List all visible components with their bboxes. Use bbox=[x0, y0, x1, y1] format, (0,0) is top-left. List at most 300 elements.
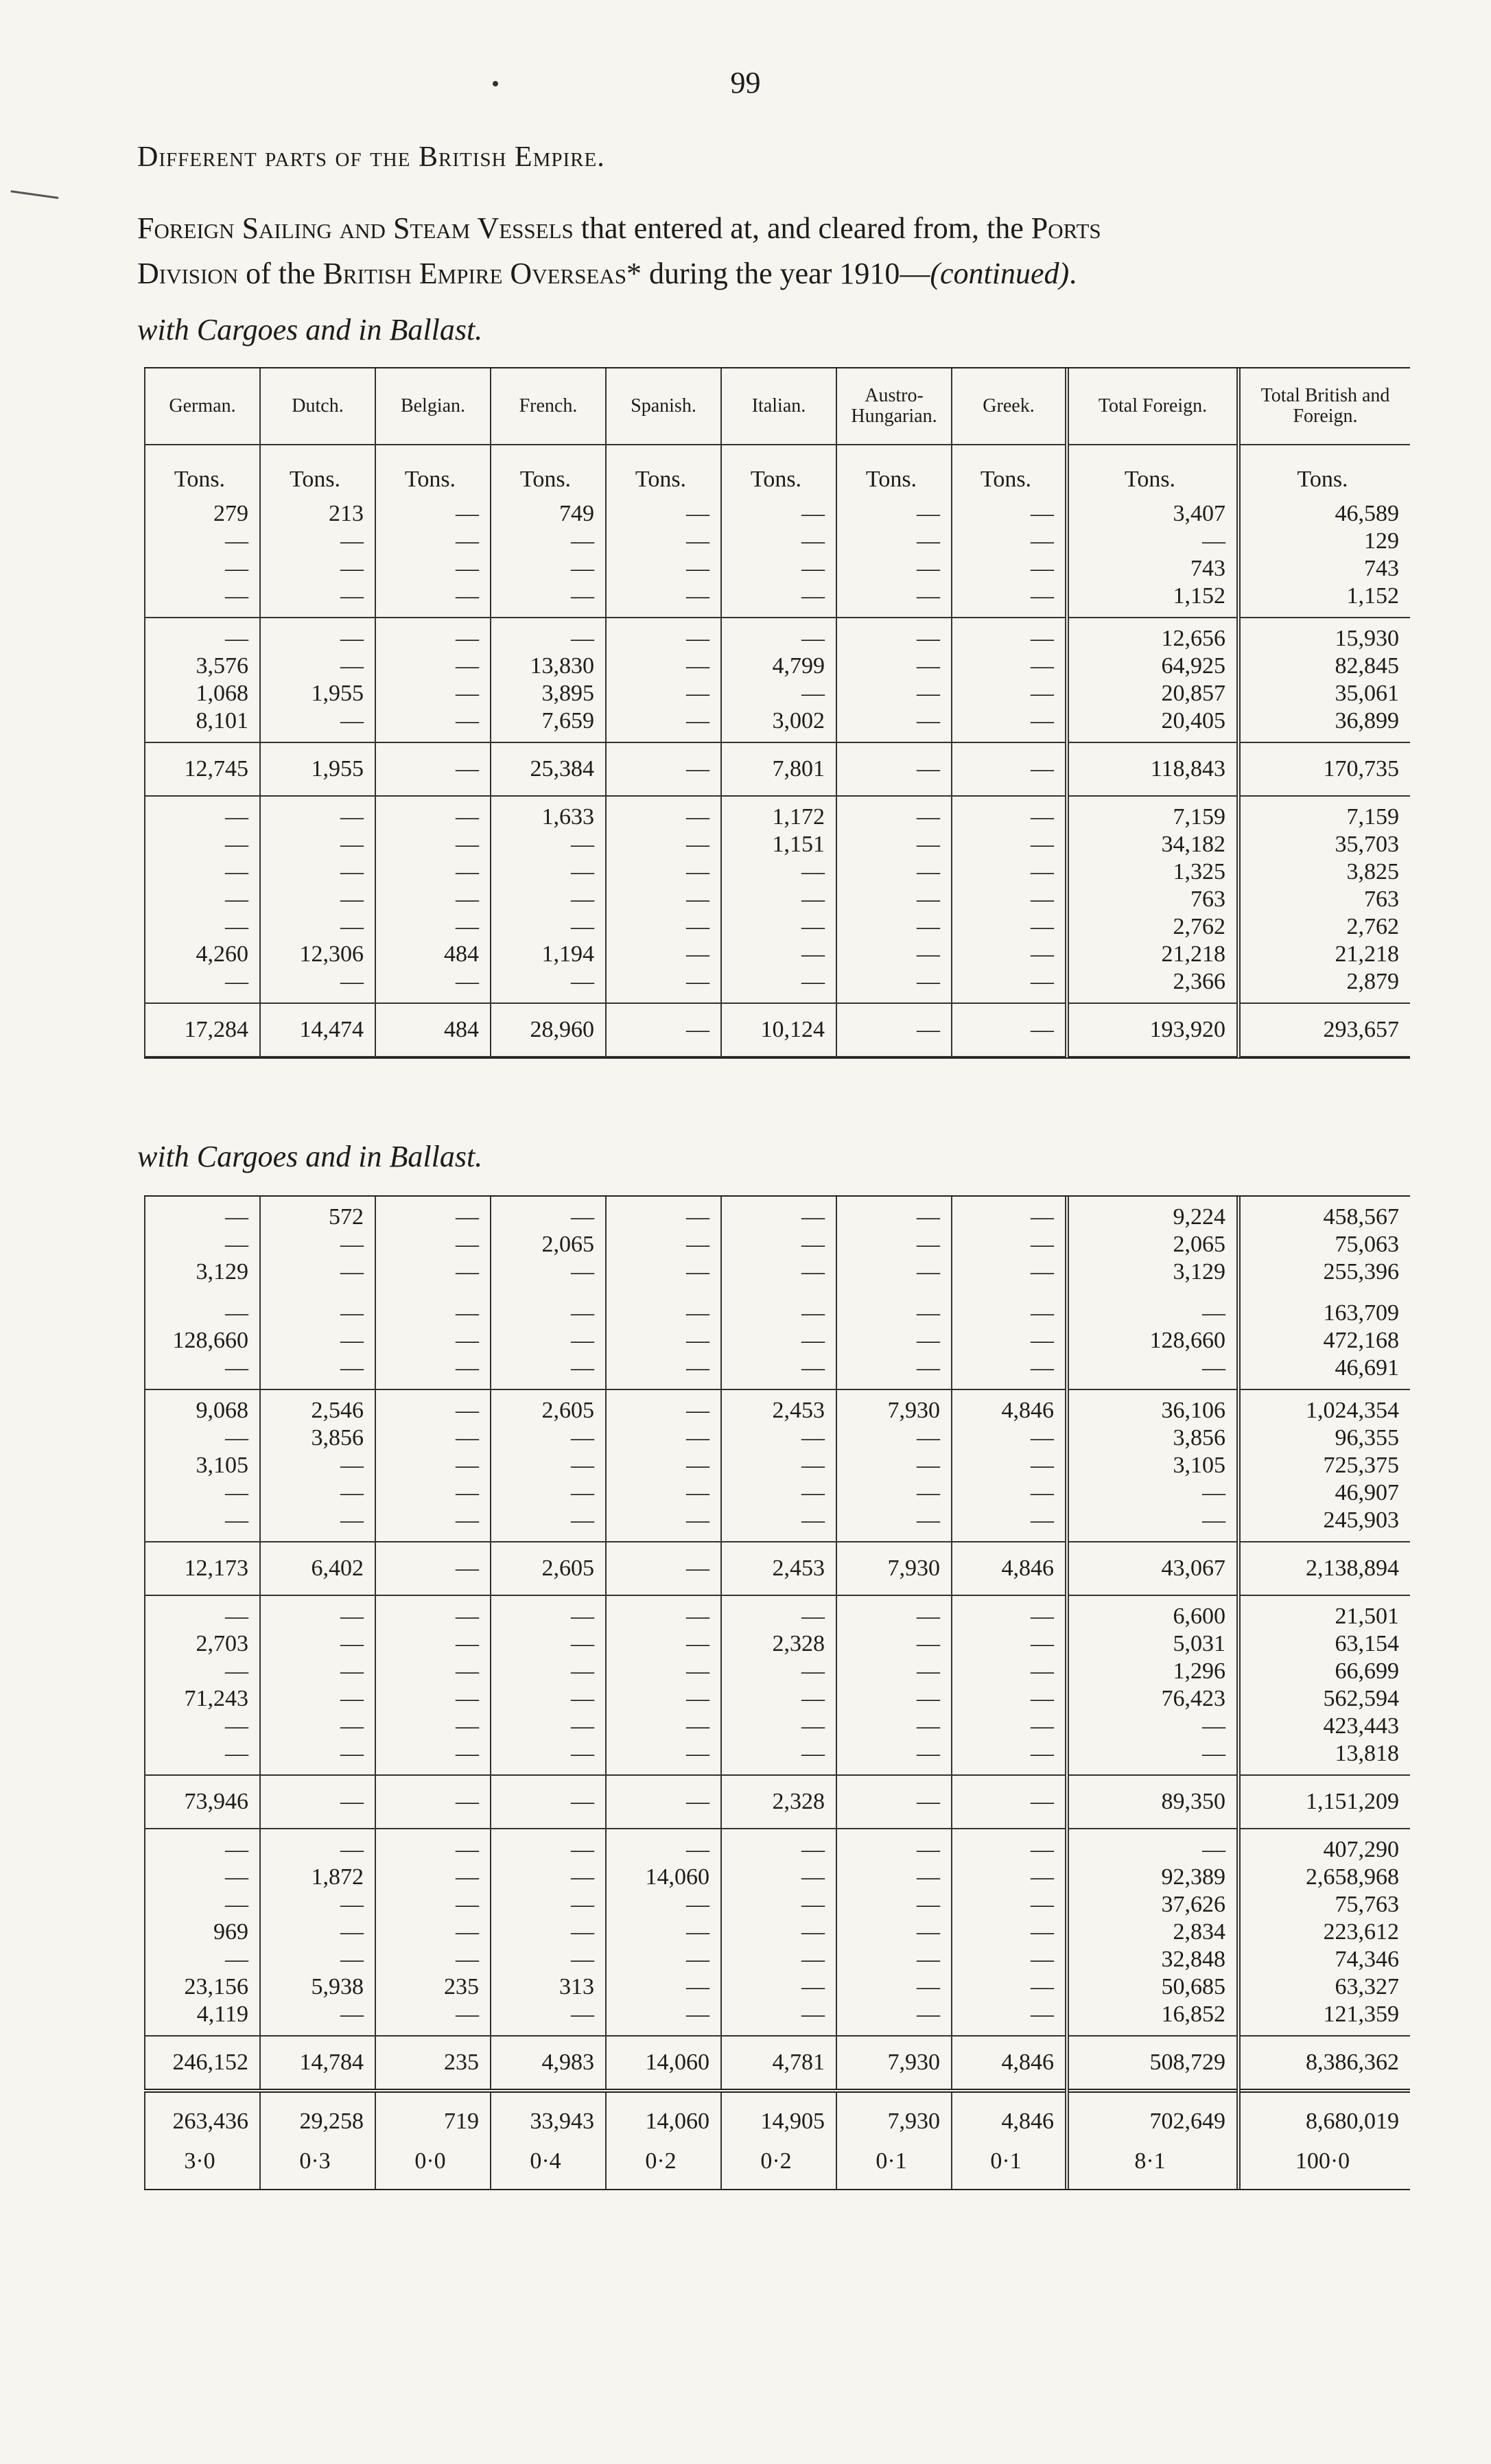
cell-value: 743 bbox=[1364, 556, 1399, 581]
table-cell bbox=[1067, 1595, 1238, 1775]
cell-value: — bbox=[1031, 681, 1054, 706]
cell-value: — bbox=[801, 887, 825, 912]
cell-value: — bbox=[917, 1658, 940, 1684]
table-cell bbox=[721, 1293, 836, 1389]
table-cell: 4,846 bbox=[952, 2091, 1067, 2148]
cell-value: — bbox=[1031, 1259, 1054, 1284]
table-cell bbox=[145, 1293, 260, 1389]
cell-value: 3,856 bbox=[1173, 1425, 1225, 1451]
cell-value: — bbox=[225, 804, 248, 830]
cell-value: — bbox=[917, 1741, 940, 1766]
cell-value: — bbox=[456, 859, 479, 884]
cell-value: — bbox=[225, 914, 248, 939]
cell-value: 3,129 bbox=[1173, 1259, 1225, 1284]
cell-value: — bbox=[456, 653, 479, 679]
cell-value: — bbox=[917, 1631, 940, 1656]
cell-value: — bbox=[456, 1300, 479, 1326]
cell-value: 92,389 bbox=[1161, 1864, 1225, 1890]
cell-value: — bbox=[1031, 1686, 1054, 1711]
cell-value: 63,154 bbox=[1335, 1631, 1399, 1656]
cell-value: — bbox=[456, 1864, 479, 1890]
cell-value: 1,172 bbox=[772, 804, 825, 830]
data-group-row bbox=[145, 1829, 1410, 2036]
cell-value: 64,925 bbox=[1161, 653, 1225, 679]
cell-value: — bbox=[917, 1355, 940, 1381]
table-cell: 4,983 bbox=[491, 2036, 606, 2091]
cell-value: — bbox=[340, 1507, 364, 1533]
title-part: * during the year 1910— bbox=[626, 257, 930, 290]
table-cell bbox=[606, 1829, 721, 2036]
table-cell: 719 bbox=[375, 2091, 491, 2148]
table-cell bbox=[375, 1595, 491, 1775]
cell-value: — bbox=[225, 1713, 248, 1739]
cell-value: — bbox=[686, 1259, 709, 1284]
cell-value: — bbox=[571, 1204, 594, 1230]
cell-value: 23,156 bbox=[184, 1974, 248, 1999]
title-part: Division bbox=[137, 257, 239, 290]
table-cell bbox=[145, 618, 260, 742]
cell-value: — bbox=[1202, 1713, 1225, 1739]
table-cell bbox=[1067, 1829, 1238, 2036]
table-cell: — bbox=[375, 1775, 491, 1829]
table-cell bbox=[952, 493, 1067, 618]
cell-value: — bbox=[571, 1328, 594, 1353]
cell-value: — bbox=[686, 804, 709, 830]
table-cell: — bbox=[375, 742, 491, 796]
cell-value: 20,857 bbox=[1161, 681, 1225, 706]
cell-value: 121,359 bbox=[1323, 2002, 1399, 2027]
table-cell: Tons. bbox=[606, 445, 721, 493]
cell-value: — bbox=[686, 941, 709, 967]
cell-value: — bbox=[1031, 1355, 1054, 1381]
column-header: Total Foreign. bbox=[1067, 368, 1238, 445]
cell-value: — bbox=[1031, 501, 1054, 526]
cell-value: — bbox=[801, 1300, 825, 1326]
cell-value: — bbox=[225, 1864, 248, 1890]
cell-value: — bbox=[340, 1919, 364, 1945]
data-group-row bbox=[145, 618, 1410, 742]
table-cell: Tons. bbox=[145, 445, 260, 493]
table-cell: 484 bbox=[375, 1003, 491, 1057]
cell-value: — bbox=[801, 1232, 825, 1257]
table-cell bbox=[491, 1829, 606, 2036]
cell-value: 2,065 bbox=[1173, 1232, 1225, 1257]
table-cell bbox=[491, 493, 606, 618]
cell-value: — bbox=[917, 626, 940, 651]
table-cell: 2,328 bbox=[721, 1775, 836, 1829]
cell-value: 96,355 bbox=[1335, 1425, 1399, 1451]
cell-value: 2,834 bbox=[1173, 1919, 1225, 1945]
table-cell bbox=[952, 1197, 1067, 1293]
cell-value: — bbox=[1031, 1300, 1054, 1326]
cell-value: — bbox=[340, 1259, 364, 1284]
table-cell: 508,729 bbox=[1067, 2036, 1238, 2091]
table-cell: Tons. bbox=[1238, 445, 1410, 493]
table-cell: 3·0 bbox=[145, 2148, 260, 2189]
title-part: (continued) bbox=[930, 257, 1070, 290]
table-cell bbox=[1067, 1197, 1238, 1293]
cell-value: — bbox=[456, 1507, 479, 1533]
title-part: Foreign Sailing and Steam Vessels bbox=[137, 211, 574, 245]
cell-value: — bbox=[917, 1204, 940, 1230]
table-cell: 0·2 bbox=[721, 2148, 836, 2189]
table-cell bbox=[1238, 618, 1410, 742]
cell-value: — bbox=[1031, 1658, 1054, 1684]
cell-value: — bbox=[1031, 1837, 1054, 1862]
cell-value: 163,709 bbox=[1323, 1300, 1399, 1326]
cell-value: — bbox=[917, 1947, 940, 1972]
table-cell: — bbox=[606, 1003, 721, 1057]
table-cell bbox=[836, 493, 952, 618]
cell-value: — bbox=[340, 1453, 364, 1478]
cell-value: — bbox=[456, 1398, 479, 1423]
cell-value: 223,612 bbox=[1323, 1919, 1399, 1945]
table-cell: 193,920 bbox=[1067, 1003, 1238, 1057]
cell-value: 7,659 bbox=[541, 708, 594, 734]
cell-value: — bbox=[1031, 1864, 1054, 1890]
cell-value: — bbox=[340, 1713, 364, 1739]
cell-value: — bbox=[1031, 969, 1054, 994]
cell-value: 3,407 bbox=[1173, 501, 1225, 526]
table-title bbox=[137, 206, 1393, 296]
cell-value: 76,423 bbox=[1161, 1686, 1225, 1711]
cell-value: 3,002 bbox=[772, 708, 825, 734]
cell-value: — bbox=[686, 556, 709, 581]
cell-value: — bbox=[801, 941, 825, 967]
column-header: Belgian. bbox=[375, 368, 491, 445]
table-cell: 12,173 bbox=[145, 1542, 260, 1595]
table-cell bbox=[952, 1829, 1067, 2036]
table-cell: 0·2 bbox=[606, 2148, 721, 2189]
cell-value: — bbox=[1031, 804, 1054, 830]
cell-value: 484 bbox=[444, 941, 479, 967]
cell-value: 46,907 bbox=[1335, 1480, 1399, 1505]
cell-value: 4,799 bbox=[772, 653, 825, 679]
table-cell: 14,784 bbox=[260, 2036, 375, 2091]
table-cell bbox=[491, 618, 606, 742]
cell-value: 128,660 bbox=[172, 1328, 248, 1353]
cell-value: — bbox=[1202, 1480, 1225, 1505]
cell-value: — bbox=[1031, 1480, 1054, 1505]
cell-value: — bbox=[571, 1864, 594, 1890]
cell-value: — bbox=[456, 681, 479, 706]
table-cell: 29,258 bbox=[260, 2091, 375, 2148]
cell-value: — bbox=[917, 859, 940, 884]
cell-value: — bbox=[571, 1355, 594, 1381]
cell-value: — bbox=[686, 1300, 709, 1326]
cell-value: — bbox=[571, 832, 594, 857]
cell-value: 9,068 bbox=[196, 1398, 248, 1423]
table-cell: 7,930 bbox=[836, 2036, 952, 2091]
cell-value: 1,068 bbox=[196, 681, 248, 706]
cell-value: — bbox=[456, 1232, 479, 1257]
cell-value: — bbox=[571, 1686, 594, 1711]
cell-value: — bbox=[686, 969, 709, 994]
table-cell: — bbox=[606, 1775, 721, 1829]
table-cell: Tons. bbox=[721, 445, 836, 493]
table-cell: 0·3 bbox=[260, 2148, 375, 2189]
cell-value: — bbox=[686, 708, 709, 734]
cell-value: — bbox=[456, 914, 479, 939]
cell-value: — bbox=[340, 1837, 364, 1862]
cell-value: — bbox=[686, 1741, 709, 1766]
cell-value: — bbox=[917, 501, 940, 526]
cell-value: — bbox=[1031, 1713, 1054, 1739]
table-cell bbox=[145, 1829, 260, 2036]
cell-value: 1,325 bbox=[1173, 859, 1225, 884]
cell-value: — bbox=[686, 1398, 709, 1423]
cell-value: 13,830 bbox=[530, 653, 594, 679]
cell-value: — bbox=[1031, 887, 1054, 912]
table-cell: Tons. bbox=[1067, 445, 1238, 493]
cell-value: — bbox=[686, 1453, 709, 1478]
cell-value: — bbox=[1031, 1604, 1054, 1629]
cell-value: — bbox=[917, 1604, 940, 1629]
table-cell: 702,649 bbox=[1067, 2091, 1238, 2148]
cell-value: — bbox=[917, 941, 940, 967]
cell-value: — bbox=[801, 2002, 825, 2027]
cell-value: — bbox=[801, 1355, 825, 1381]
table-cell: 8,680,019 bbox=[1238, 2091, 1410, 2148]
cell-value: 213 bbox=[329, 501, 364, 526]
cell-value: — bbox=[456, 708, 479, 734]
table-cell: 2,138,894 bbox=[1238, 1542, 1410, 1595]
table-cell: Tons. bbox=[260, 445, 375, 493]
cell-value: — bbox=[571, 1604, 594, 1629]
cell-value: 82,845 bbox=[1335, 653, 1399, 679]
cell-value: — bbox=[686, 1686, 709, 1711]
table-cell bbox=[606, 1595, 721, 1775]
cell-value: — bbox=[1031, 653, 1054, 679]
cell-value: — bbox=[456, 1919, 479, 1945]
cell-value: — bbox=[1202, 1741, 1225, 1766]
cell-value: — bbox=[1031, 859, 1054, 884]
table-cell bbox=[260, 1293, 375, 1389]
cell-value: — bbox=[1031, 556, 1054, 581]
table-cell: 235 bbox=[375, 2036, 491, 2091]
cell-value: — bbox=[225, 1741, 248, 1766]
table-cell: — bbox=[836, 1775, 952, 1829]
cell-value: — bbox=[686, 1631, 709, 1656]
cell-value: — bbox=[340, 556, 364, 581]
cell-value: — bbox=[456, 969, 479, 994]
cell-value: — bbox=[1031, 1974, 1054, 1999]
cell-value: 313 bbox=[559, 1974, 594, 1999]
table-cell bbox=[721, 493, 836, 618]
cell-value: — bbox=[686, 1604, 709, 1629]
data-group-row bbox=[145, 1389, 1410, 1542]
table-cell bbox=[375, 1293, 491, 1389]
table-cell: 2,453 bbox=[721, 1542, 836, 1595]
cell-value: — bbox=[571, 1919, 594, 1945]
cell-value: 1,633 bbox=[541, 804, 594, 830]
table-cell bbox=[952, 1389, 1067, 1542]
table-cell bbox=[952, 796, 1067, 1003]
cell-value: — bbox=[917, 804, 940, 830]
cell-value: 12,306 bbox=[299, 941, 364, 967]
cell-value: — bbox=[917, 681, 940, 706]
cell-value: 4,119 bbox=[196, 2002, 248, 2027]
cell-value: — bbox=[917, 832, 940, 857]
table-cell bbox=[375, 618, 491, 742]
cell-value: — bbox=[686, 1919, 709, 1945]
table-cell: — bbox=[952, 1775, 1067, 1829]
cell-value: 1,152 bbox=[1346, 583, 1399, 609]
cell-value: — bbox=[686, 1507, 709, 1533]
cell-value: 2,328 bbox=[772, 1631, 825, 1656]
cell-value: 8,101 bbox=[196, 708, 248, 734]
table-cell: Tons. bbox=[491, 445, 606, 493]
cell-value: — bbox=[571, 1453, 594, 1478]
column-header: French. bbox=[491, 368, 606, 445]
cell-value: — bbox=[571, 1425, 594, 1451]
cell-value: — bbox=[801, 1259, 825, 1284]
cell-value: — bbox=[801, 859, 825, 884]
cell-value: 749 bbox=[559, 501, 594, 526]
cell-value: — bbox=[686, 1713, 709, 1739]
table-cell: — bbox=[952, 1003, 1067, 1057]
subtotal-row bbox=[145, 1775, 1410, 1829]
cell-value: — bbox=[456, 832, 479, 857]
cell-value: — bbox=[917, 914, 940, 939]
cell-value: — bbox=[686, 681, 709, 706]
cell-value: 14,060 bbox=[645, 1864, 709, 1890]
table-cleared bbox=[144, 1195, 1410, 2190]
table-cell bbox=[836, 1595, 952, 1775]
table-cell bbox=[1238, 1829, 1410, 2036]
table-cell: 170,735 bbox=[1238, 742, 1410, 796]
cell-value: 128,660 bbox=[1149, 1328, 1225, 1353]
table-cell bbox=[1067, 1293, 1238, 1389]
table-cell: Tons. bbox=[375, 445, 491, 493]
cell-value: 36,106 bbox=[1161, 1398, 1225, 1423]
cell-value: 16,852 bbox=[1161, 2002, 1225, 2027]
cell-value: — bbox=[686, 1355, 709, 1381]
cell-value: — bbox=[340, 1232, 364, 1257]
table-cell bbox=[1238, 1595, 1410, 1775]
cell-value: 75,063 bbox=[1335, 1232, 1399, 1257]
table-cell bbox=[260, 796, 375, 1003]
cell-value: — bbox=[571, 887, 594, 912]
cell-value: 2,065 bbox=[541, 1232, 594, 1257]
table-cell: 12,745 bbox=[145, 742, 260, 796]
cell-value: — bbox=[456, 1837, 479, 1862]
table-cell bbox=[491, 1389, 606, 1542]
cell-value: — bbox=[917, 969, 940, 994]
cell-value: 2,879 bbox=[1346, 969, 1399, 994]
cell-value: — bbox=[1031, 2002, 1054, 2027]
cell-value: — bbox=[1031, 708, 1054, 734]
table-cell: 246,152 bbox=[145, 2036, 260, 2091]
table-cell: 28,960 bbox=[491, 1003, 606, 1057]
cell-value: — bbox=[1202, 1837, 1225, 1862]
table-cell: 73,946 bbox=[145, 1775, 260, 1829]
table-cell: 118,843 bbox=[1067, 742, 1238, 796]
cell-value: — bbox=[340, 1741, 364, 1766]
cell-value: — bbox=[225, 1300, 248, 1326]
table-cell bbox=[375, 1389, 491, 1542]
cell-value: — bbox=[571, 969, 594, 994]
cell-value: — bbox=[456, 1713, 479, 1739]
cell-value: 2,366 bbox=[1173, 969, 1225, 994]
cell-value: 1,955 bbox=[311, 681, 364, 706]
cell-value: — bbox=[571, 2002, 594, 2027]
cell-value: — bbox=[686, 1204, 709, 1230]
cell-value: 66,699 bbox=[1335, 1658, 1399, 1684]
cell-value: — bbox=[686, 1892, 709, 1917]
cell-value: — bbox=[801, 528, 825, 554]
cell-value: — bbox=[917, 1259, 940, 1284]
cell-value: — bbox=[340, 583, 364, 609]
cell-value: — bbox=[801, 1713, 825, 1739]
cell-value: 3,576 bbox=[196, 653, 248, 679]
table-cell: — bbox=[606, 1542, 721, 1595]
cell-value: — bbox=[225, 1892, 248, 1917]
table-cell: 7,930 bbox=[836, 1542, 952, 1595]
cell-value: — bbox=[917, 653, 940, 679]
table-cell bbox=[606, 796, 721, 1003]
table-cell bbox=[721, 1389, 836, 1542]
cell-value: — bbox=[917, 1837, 940, 1862]
cell-value: — bbox=[917, 583, 940, 609]
table-cell bbox=[606, 1197, 721, 1293]
cell-value: — bbox=[1031, 1741, 1054, 1766]
cell-value: 969 bbox=[213, 1919, 248, 1945]
cell-value: — bbox=[571, 1631, 594, 1656]
cell-value: — bbox=[801, 1425, 825, 1451]
cell-value: — bbox=[686, 1947, 709, 1972]
cell-value: — bbox=[571, 1480, 594, 1505]
cell-value: — bbox=[225, 1604, 248, 1629]
cell-value: — bbox=[456, 1892, 479, 1917]
cell-value: 32,848 bbox=[1161, 1947, 1225, 1972]
cell-value: — bbox=[686, 1837, 709, 1862]
cell-value: 35,703 bbox=[1335, 832, 1399, 857]
cell-value: — bbox=[917, 1328, 940, 1353]
table-cell bbox=[260, 1829, 375, 2036]
cell-value: — bbox=[225, 1480, 248, 1505]
cell-value: — bbox=[340, 626, 364, 651]
data-group-row bbox=[145, 1197, 1410, 1293]
cell-value: — bbox=[917, 1892, 940, 1917]
page-heading: Different parts of the British Empire. bbox=[137, 141, 605, 173]
cell-value: 7,159 bbox=[1346, 804, 1399, 830]
cell-value: — bbox=[686, 1232, 709, 1257]
cell-value: — bbox=[686, 1425, 709, 1451]
cell-value: 75,763 bbox=[1335, 1892, 1399, 1917]
cell-value: — bbox=[917, 1232, 940, 1257]
cell-value: — bbox=[801, 1604, 825, 1629]
table-cell bbox=[375, 493, 491, 618]
table-cell bbox=[836, 1389, 952, 1542]
data-group-row bbox=[145, 796, 1410, 1003]
cell-value: — bbox=[1031, 914, 1054, 939]
table-cell bbox=[1238, 1293, 1410, 1389]
cell-value: 743 bbox=[1190, 556, 1225, 581]
column-header: Greek. bbox=[952, 368, 1067, 445]
table-cell bbox=[1067, 493, 1238, 618]
table-cell: 0·0 bbox=[375, 2148, 491, 2189]
table-cell: 14,060 bbox=[606, 2091, 721, 2148]
cell-value: — bbox=[225, 1232, 248, 1257]
percentage-row bbox=[145, 2148, 1410, 2189]
cell-value: 562,594 bbox=[1323, 1686, 1399, 1711]
cell-value: — bbox=[571, 556, 594, 581]
cell-value: 6,600 bbox=[1173, 1604, 1225, 1629]
cell-value: 21,218 bbox=[1335, 941, 1399, 967]
cell-value: — bbox=[571, 1741, 594, 1766]
cell-value: — bbox=[801, 1328, 825, 1353]
